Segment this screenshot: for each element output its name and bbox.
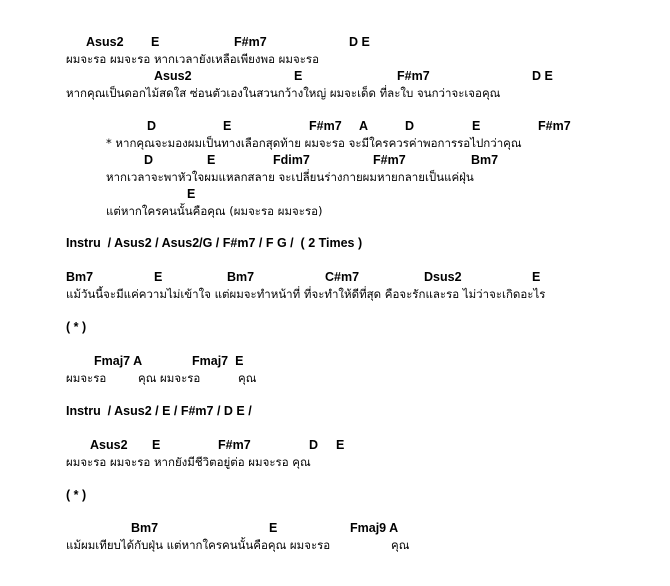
chord: E: [151, 35, 160, 49]
lyric-text: ผมจะรอ ผมจะรอ หากเวลายังเหลือเพียงพอ ผมจะรอ: [66, 52, 319, 66]
chord: F#m7: [234, 35, 267, 49]
lyric-text: คุณ: [391, 538, 410, 552]
lyric-text: หากเวลาจะพาหัวใจผมแหลกสลาย จะเปลี่ยนร่างกายผมหายกลายเป็นแค่ฝุ่น: [106, 170, 474, 184]
heading-line: [0, 403, 670, 420]
chord: F#m7: [538, 119, 571, 133]
chord: D: [405, 119, 415, 133]
lyric-line: [0, 537, 670, 554]
chord: E: [187, 187, 196, 201]
chord: D: [309, 438, 319, 452]
lyric-text: แต่หากใครคนนั้นคือคุณ (ผมจะรอ ผมจะรอ): [106, 204, 323, 218]
chord: F#m7: [218, 438, 251, 452]
chord: D E: [532, 69, 553, 83]
chord: Fmaj7 A: [94, 354, 143, 368]
section-heading: ( * ): [66, 320, 87, 334]
lyric-line: [0, 85, 670, 102]
chord: F#m7: [397, 69, 430, 83]
chord: E: [223, 119, 232, 133]
heading-line: [0, 487, 670, 504]
chord: E: [294, 69, 303, 83]
heading-line: [0, 319, 670, 336]
chord: E: [336, 438, 345, 452]
lyric-text: หากคุณเป็นดอกไม้สดใส ซ่อนตัวเองในสวนกว้างใหญ่ ผมจะเด็ด ที่ละใบ จนกว่าจะเจอคุณ: [66, 86, 501, 100]
chord: Fmaj7 E: [192, 354, 244, 368]
chord: Bm7: [131, 521, 159, 535]
chords-line: [0, 34, 670, 51]
chords-line: [0, 152, 670, 169]
lyric-line: [0, 51, 670, 68]
chord: C#m7: [325, 270, 360, 284]
section-heading: Instru / Asus2 / E / F#m7 / D E /: [66, 404, 252, 418]
chord: Fdim7: [273, 153, 310, 167]
chord: E: [207, 153, 216, 167]
chords-line: [0, 437, 670, 454]
lyric-line: [0, 454, 670, 471]
lyric-line: [0, 370, 670, 387]
lyric-line: [0, 203, 670, 220]
chords-line: [0, 353, 670, 370]
lyric-line: [0, 135, 670, 152]
lyric-text: ผมจะรอ ผมจะรอ หากยังมีชีวิตอยู่ต่อ ผมจะรอ คุณ: [66, 455, 311, 469]
chord: Asus2: [86, 35, 124, 49]
lyric-line: [0, 169, 670, 186]
chord: D: [147, 119, 157, 133]
chord: E: [472, 119, 481, 133]
section-heading: Instru / Asus2 / Asus2/G / F#m7 / F G / ( 2 Times ): [66, 236, 363, 250]
chords-line: [0, 68, 670, 85]
chord: A: [359, 119, 369, 133]
lyric-text: แม้ผมเทียบได้กับฝุ่น แต่หากใครคนนั้นคือคุณ ผมจะรอ: [66, 538, 331, 552]
chord: Bm7: [227, 270, 255, 284]
chords-line: [0, 520, 670, 537]
chord: E: [152, 438, 161, 452]
lyric-text: ผมจะรอ: [66, 371, 107, 385]
chord: Bm7: [471, 153, 499, 167]
lyric-text: * หากคุณจะมองผมเป็นทางเลือกสุดท้าย ผมจะรอ จะมีใครควรค่าพอการรอไปกว่าคุณ: [106, 136, 522, 150]
chords-line: [0, 269, 670, 286]
chord: Bm7: [66, 270, 94, 284]
lyric-text: แม้วันนี้จะมีแค่ความไม่เข้าใจ แต่ผมจะทำหน้าที่ ที่จะทำให้ดีที่สุด คือจะรักและรอ ไม่ว่าจะเกิดอะไร: [66, 287, 546, 301]
chord: Asus2: [90, 438, 128, 452]
chords-line: [0, 186, 670, 203]
chord: F#m7: [373, 153, 406, 167]
chord: Dsus2: [424, 270, 462, 284]
lyric-text: คุณ: [238, 371, 257, 385]
chord: Fmaj9 A: [350, 521, 399, 535]
chord: E: [154, 270, 163, 284]
chord: E: [532, 270, 541, 284]
chord: E: [269, 521, 278, 535]
lyric-line: [0, 286, 670, 303]
chord: D E: [349, 35, 370, 49]
lyric-text: คุณ ผมจะรอ: [138, 371, 201, 385]
chord: F#m7: [309, 119, 342, 133]
chord: Asus2: [154, 69, 192, 83]
heading-line: [0, 235, 670, 252]
chords-line: [0, 118, 670, 135]
section-heading: ( * ): [66, 488, 87, 502]
chord: D: [144, 153, 154, 167]
